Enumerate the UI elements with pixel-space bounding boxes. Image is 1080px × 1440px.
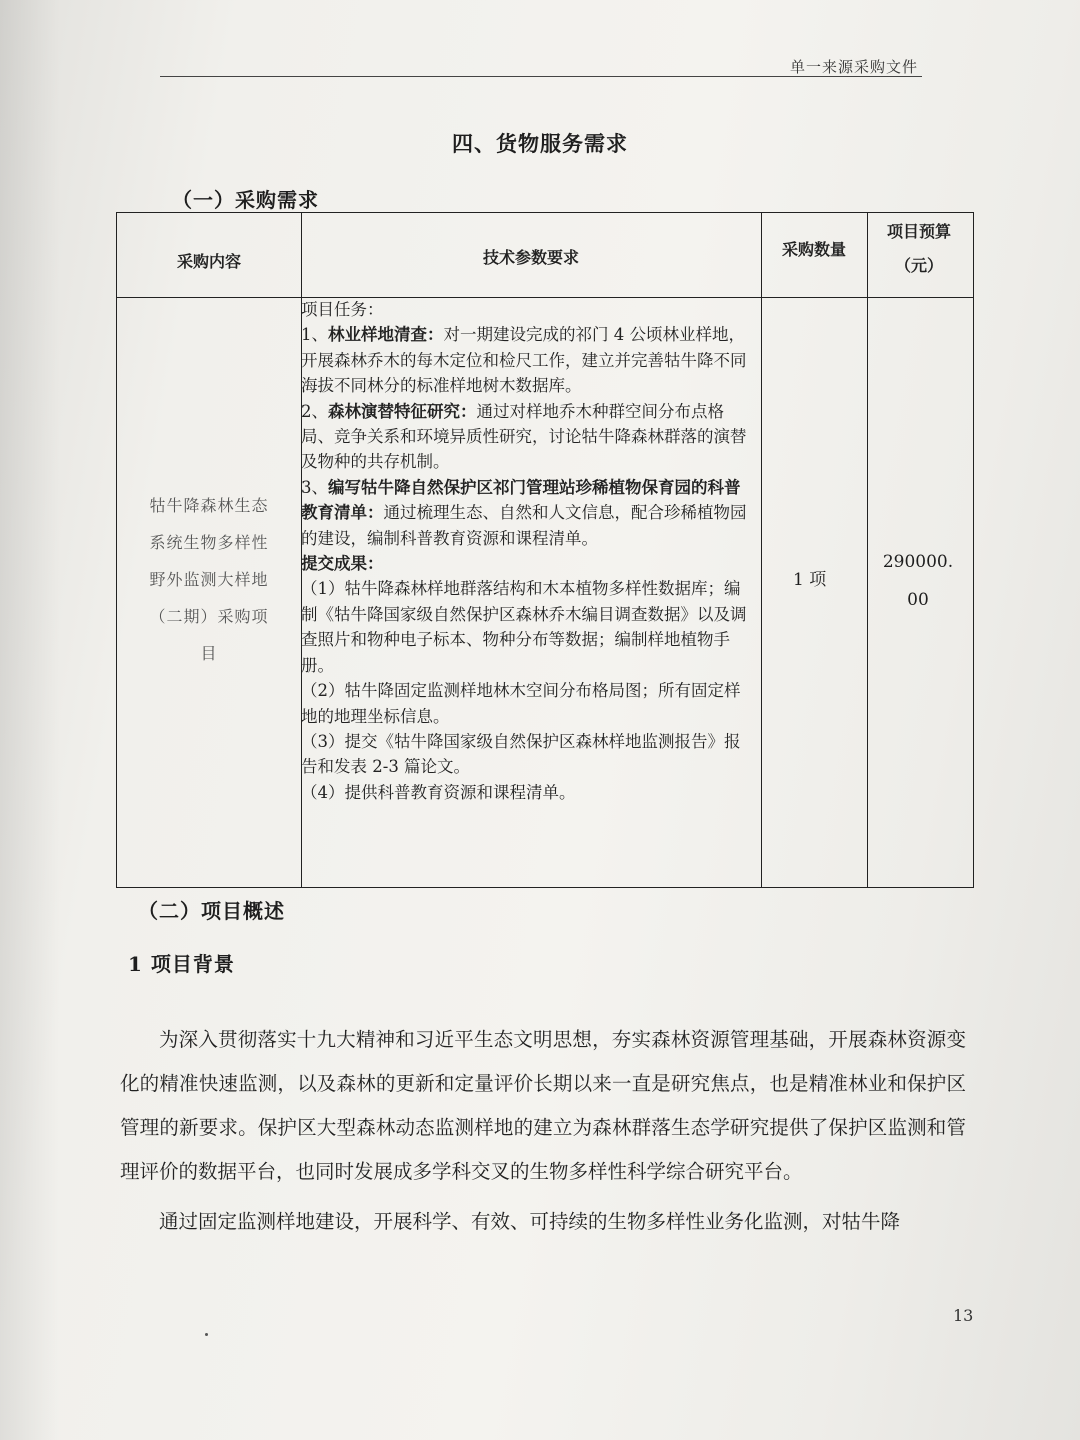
table-column-divider: [867, 213, 868, 887]
header-tech-params: 技术参数要求: [482, 248, 579, 267]
procurement-table: [116, 212, 974, 888]
task-item-1: 1、林业样地清查：对一期建设完成的祁门 4 公顷林业样地，开展森林乔木的每木定位和检尺工作，建立并完善牯牛降不同海拔不同林分的标准样地树木数据库。: [301, 325, 747, 396]
page-shadow: [0, 0, 60, 1440]
running-header: 单一来源采购文件: [789, 58, 918, 76]
row-tech-params: [301, 297, 753, 805]
subsection-heading-requirements: （一）采购需求: [172, 188, 319, 212]
subsection-heading-background: 1 项目背景: [128, 952, 235, 976]
header-budget-line1: 项目预算: [886, 222, 951, 241]
header-budget-line2: （元）: [894, 256, 943, 275]
result-item-3: （3）提交《牯牛降国家级自然保护区森林样地监测报告》报告和发表 2-3 篇论文。: [301, 731, 741, 777]
budget-line2: 00: [907, 590, 929, 610]
content-line: 系统生物多样性: [149, 533, 269, 552]
paper-speck: [205, 1333, 208, 1336]
content-line: 野外监测大样地: [149, 570, 269, 589]
result-item-2: （2）牯牛降固定监测样地林木空间分布格局图；所有固定样地的地理坐标信息。: [301, 681, 741, 726]
header-content: 采购内容: [176, 252, 241, 271]
background-body: [120, 1018, 966, 1244]
header-quantity: 采购数量: [781, 240, 846, 259]
result-item-1: （1）牯牛降森林样地群落结构和木本植物多样性数据库；编制《牯牛降国家级自然保护区森林乔木编目调查数据》以及调查照片和物种电子标本、物种分布等数据；编制样地植物手册。: [301, 579, 747, 675]
result-heading: 提交成果：: [301, 554, 384, 574]
row-quantity: 1 项: [793, 570, 827, 590]
body-paragraph: 为深入贯彻落实十九大精神和习近平生态文明思想，夯实森林资源管理基础，开展森林资源变化的精准快速监测，以及森林的更新和定量评价长期以来一直是研究焦点，也是精准林业和保护区管理的新要求。保护区大型森林动态监测样地的建立为森林群落生态学研究提供了保护区监测和管理评价的数据平台，也同时发展成多学科交叉的生物多样性科学综合研究平台。: [120, 1028, 966, 1183]
table-column-divider: [761, 213, 762, 887]
header-rule: [160, 76, 922, 77]
row-procurement-content: [141, 487, 277, 672]
header-budget: [867, 215, 971, 283]
content-line: 牯牛降森林生态: [149, 496, 269, 515]
content-line: （二期）采购项: [149, 607, 269, 626]
section-title: 四、货物服务需求: [452, 131, 628, 156]
result-item-4: （4）提供科普教育资源和课程清单。: [301, 782, 576, 802]
row-budget: [875, 543, 961, 619]
content-line: 目: [200, 644, 218, 663]
task-item-3: 3、编写牯牛降自然保护区祁门管理站珍稀植物保育园的科普教育清单：通过梳理生态、自然和人文信息，配合珍稀植物园的建设，编制科普教育资源和课程清单。: [301, 477, 747, 548]
subsection-heading-overview: （二）项目概述: [138, 899, 285, 923]
task-item-2: 2、森林演替特征研究：通过对样地乔木种群空间分布点格局、竞争关系和环境异质性研究，讨论牯牛降森林群落的演替及物种的共存机制。: [301, 401, 747, 472]
page-number: 13: [953, 1306, 974, 1325]
budget-line1: 290000.: [882, 552, 954, 572]
body-paragraph: 通过固定监测样地建设，开展科学、有效、可持续的生物多样性业务化监测，对牯牛降: [159, 1210, 901, 1233]
task-heading: 项目任务：: [301, 300, 384, 319]
